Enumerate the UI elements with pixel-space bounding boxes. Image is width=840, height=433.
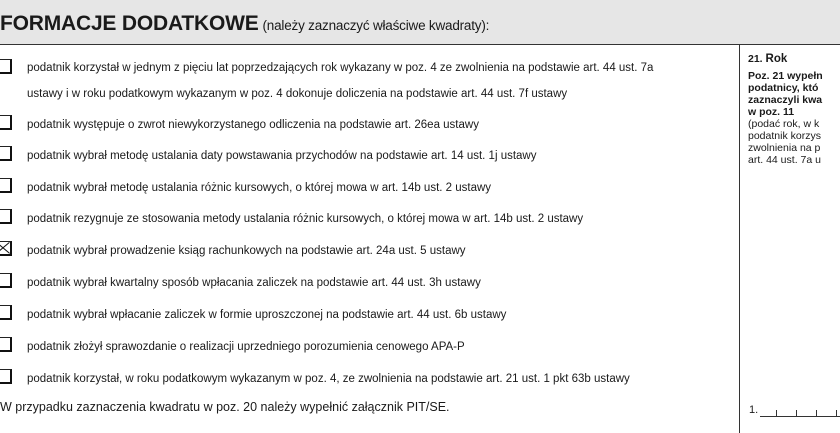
section-subtitle: (należy zaznaczyć właściwe kwadraty): (262, 18, 490, 33)
field-note-line: art. 44 ust. 7a u (748, 154, 821, 166)
option-checkbox[interactable] (0, 178, 12, 193)
option-checkbox[interactable] (0, 209, 12, 224)
option-text: podatnik wybrał prowadzenie ksiąg rachunkowych na podstawie art. 24a ust. 5 ustawy (27, 245, 466, 257)
option-text: podatnik korzystał, w roku podatkowym wykazanym w poz. 4, ze zwolnienia na podstawie art. 21 ust. 1 pkt 63b ustawy (27, 373, 630, 385)
option-text: podatnik występuje o zwrot niewykorzystanego odliczenia na podstawie art. 26ea ustawy (27, 119, 479, 131)
entry-tick (796, 410, 797, 416)
entry-tick (776, 410, 777, 416)
option-checkbox-checked[interactable] (0, 241, 12, 256)
option-text: podatnik złożył sprawozdanie o realizacji uprzedniego porozumienia cenowego APA-P (27, 341, 465, 353)
option-checkbox[interactable] (0, 59, 12, 74)
section-title (0, 12, 489, 36)
field-note-line: zaznaczyli kwa (748, 94, 823, 106)
field-note-line: podatnik korzys (748, 130, 821, 142)
year-field-description (748, 53, 840, 166)
entry-underline (760, 416, 840, 417)
option-text: podatnik wybrał metodę ustalania różnic kursowych, o której mowa w art. 14b ust. 2 ustawy (27, 182, 492, 194)
field-note-line: Poz. 21 wypełn (748, 70, 823, 82)
field-note-line: w poz. 11 (748, 106, 795, 118)
column-divider (739, 44, 740, 433)
section-title-text: FORMACJE DODATKOWE (0, 12, 259, 35)
field-number: 21. (748, 53, 763, 65)
option-text: podatnik korzystał w jednym z pięciu lat poprzedzających rok wykazany w poz. 4 ze zwolnienia na podstawie art. 44 ust. 7a (27, 62, 654, 74)
option-text: podatnik rezygnuje ze stosowania metody ustalania różnic kursowych, o której mowa w art. 14b ust. 2 ustawy (27, 213, 584, 225)
option-checkbox[interactable] (0, 146, 12, 161)
entry-tick (836, 410, 837, 416)
option-text: podatnik wybrał metodę ustalania daty powstawania przychodów na podstawie art. 14 ust. 1j ustawy (27, 150, 537, 162)
option-text: podatnik wybrał kwartalny sposób wpłacania zaliczek na podstawie art. 44 ust. 3h ustawy (27, 277, 481, 289)
entry-tick (816, 410, 817, 416)
field-note-line: podatnicy, któ (748, 82, 819, 94)
entry-label: 1. (749, 404, 759, 416)
option-checkbox[interactable] (0, 273, 12, 288)
year-entry-field[interactable] (749, 404, 840, 420)
option-text: ustawy i w roku podatkowym wykazanym w poz. 4 dokonuje doliczenia na podstawie art. 44 ust. 7f ustawy (27, 88, 568, 100)
field-note-line: (podać rok, w k (748, 118, 820, 130)
section-header (0, 0, 840, 45)
option-checkbox[interactable] (0, 337, 12, 352)
option-checkbox[interactable] (0, 305, 12, 320)
option-checkbox[interactable] (0, 115, 12, 130)
option-checkbox[interactable] (0, 369, 12, 384)
field-note-line: zwolnienia na p (748, 142, 821, 154)
field-title: Rok (765, 53, 788, 65)
option-text: podatnik wybrał wpłacanie zaliczek w formie uproszczonej na podstawie art. 44 ust. 6b ustawy (27, 309, 507, 321)
footer-note: W przypadku zaznaczenia kwadratu w poz. 20 należy wypełnić załącznik PIT/SE. (0, 400, 450, 414)
